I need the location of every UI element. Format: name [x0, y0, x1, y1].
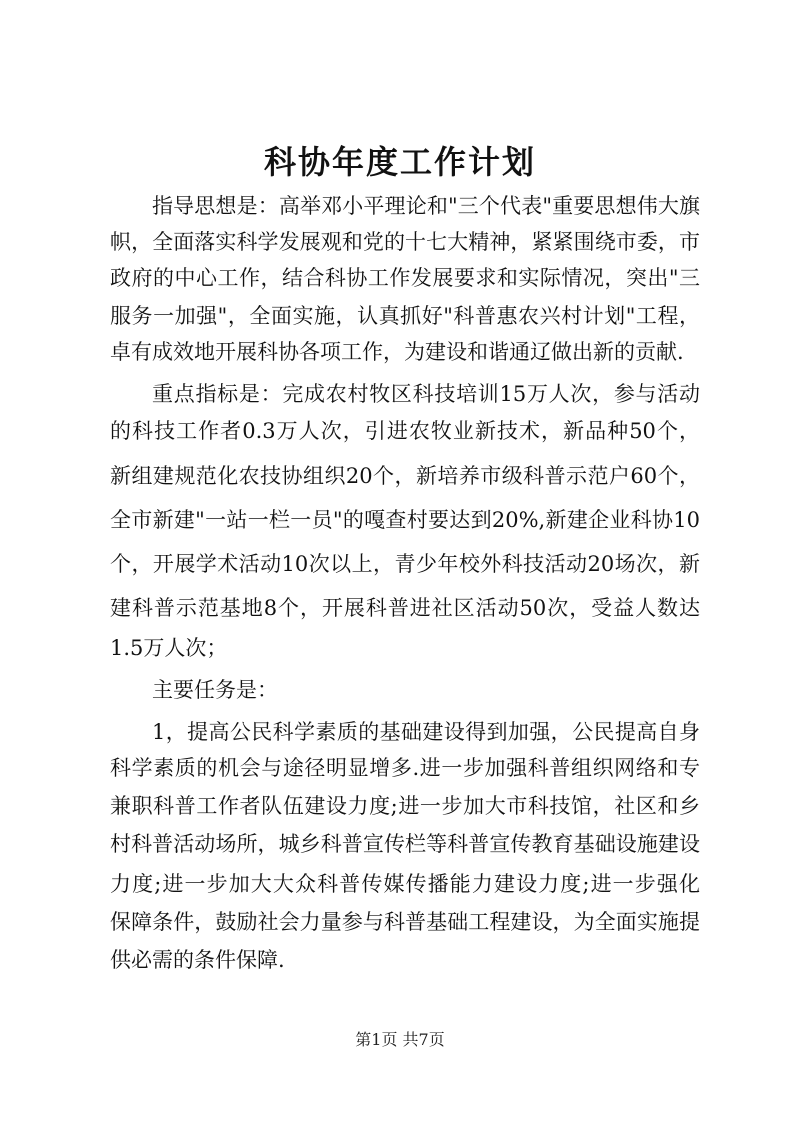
paragraph-line: 政府的中心工作，结合科协工作发展要求和实际情况，突出"三	[110, 266, 700, 290]
paragraph-line: 卓有成效地开展科协各项工作，为建设和谐通辽做出新的贡献.	[110, 340, 684, 364]
paragraph-line: 1.5万人次；	[110, 636, 228, 660]
paragraph-line: 重点指标是：完成农村牧区科技培训15万人次，参与活动	[152, 382, 700, 406]
paragraph-line: 全市新建"一站一栏一员"的嘎查村要达到20%,新建企业科协10	[110, 508, 700, 532]
paragraph-line: 建科普示范基地8个，开展科普进社区活动50次，受益人数达	[110, 596, 700, 620]
paragraph-line: 的科技工作者0.3万人次，引进农牧业新技术，新品种50个，	[110, 419, 700, 443]
document-title: 科协年度工作计划	[263, 143, 536, 181]
page-number-footer: 第1页 共7页	[355, 1030, 445, 1049]
paragraph-line: 村科普活动场所，城乡科普宣传栏等科普宣传教育基础设施建设	[110, 832, 700, 856]
paragraph-line: 指导思想是：高举邓小平理论和"三个代表"重要思想伟大旗	[152, 194, 700, 218]
paragraph-line: 保障条件，鼓励社会力量参与科普基础工程建设，为全面实施提	[110, 910, 700, 934]
paragraph-line: 服务一加强"，全面实施，认真抓好"科普惠农兴村计划"工程，	[110, 304, 700, 328]
paragraph-line: 兼职科普工作者队伍建设力度;进一步加大市科技馆，社区和乡	[110, 794, 700, 818]
paragraph-line: 帜，全面落实科学发展观和党的十七大精神，紧紧围绕市委，市	[110, 230, 700, 254]
paragraph-line: 力度;进一步加大大众科普传媒传播能力建设力度;进一步强化	[110, 872, 700, 896]
paragraph-line: 1，提高公民科学素质的基础建设得到加强，公民提高自身	[152, 720, 700, 744]
section-heading: 主要任务是：	[152, 678, 278, 702]
paragraph-line: 个，开展学术活动10次以上，青少年校外科技活动20场次，新	[110, 552, 700, 576]
paragraph-line: 供必需的条件保障.	[110, 948, 285, 972]
paragraph-line: 科学素质的机会与途径明显增多.进一步加强科普组织网络和专	[110, 756, 700, 780]
paragraph-line: 新组建规范化农技协组织20个，新培养市级科普示范户60个，	[110, 464, 700, 488]
